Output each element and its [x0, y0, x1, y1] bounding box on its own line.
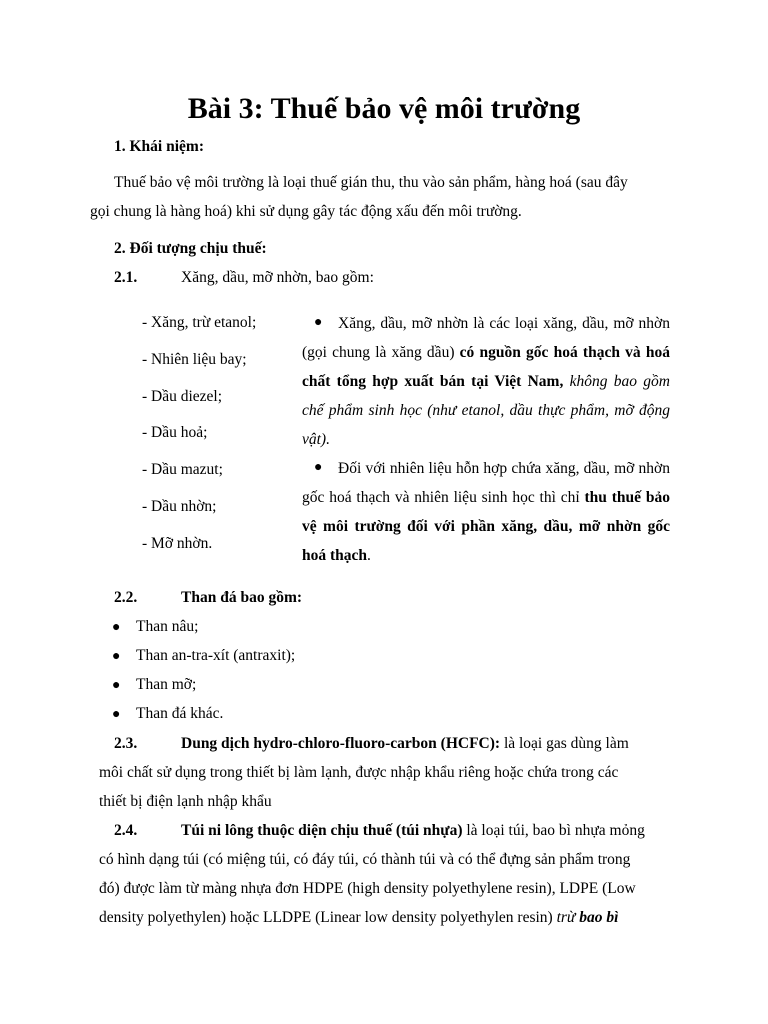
coal-item: Than nâu;: [136, 618, 199, 635]
list-item: - Mỡ nhờn.: [142, 534, 213, 552]
plastic-bag-materials: density polyethylen) hoặc LLDPE (Linear low density polyethylen resin): [99, 909, 557, 926]
section-2-3-line-1: [181, 735, 629, 753]
bullet-icon: ●: [112, 678, 121, 693]
bullet-icon: ●: [314, 315, 323, 330]
bullet-icon: ●: [112, 649, 121, 664]
section-2-4-line-1: [181, 822, 645, 840]
hcfc-term: Dung dịch hydro-chloro-fluoro-carbon (HCFC):: [181, 735, 501, 752]
bullet-icon: ●: [112, 620, 121, 635]
blended-fuel-text: Đối với nhiên liệu hỗn hợp chứa xăng, dầu, mỡ nhờn gốc hoá thạch và nhiên liệu sinh học thì chỉ: [302, 460, 670, 506]
coal-item: Than mỡ;: [136, 676, 197, 693]
list-item: - Dầu mazut;: [142, 461, 223, 479]
bullet-icon: ●: [314, 460, 323, 475]
section-2-1-number: 2.1.: [114, 269, 138, 286]
plastic-bag-exception-bold: bao bì: [579, 909, 619, 926]
bullet-icon: ●: [112, 707, 121, 722]
section-2-1-title: Xăng, dầu, mỡ nhờn, bao gồm:: [181, 269, 374, 286]
section-2-3-number: 2.3.: [114, 735, 138, 752]
definition-line-1: Thuế bảo vệ môi trường là loại thuế gián thu, thu vào sản phẩm, hàng hoá (sau đây: [114, 174, 628, 191]
coal-item: Than an-tra-xít (antraxit);: [136, 647, 296, 664]
list-item: - Xăng, trừ etanol;: [142, 314, 257, 331]
definition-line-2: gọi chung là hàng hoá) khi sử dụng gây tác động xấu đến môi trường.: [90, 203, 522, 220]
plastic-bag-text: là loại túi, bao bì nhựa mỏng: [462, 822, 645, 839]
list-item: - Dầu diezel;: [142, 387, 223, 405]
section-2-4-number: 2.4.: [114, 822, 138, 839]
list-item: - Dầu nhờn;: [142, 497, 217, 515]
fuel-type-list: [142, 313, 256, 571]
list-item: - Nhiên liệu bay;: [142, 350, 247, 368]
blended-fuel-end: .: [367, 547, 371, 564]
fuel-definition-bold: có nguồn gốc hoá thạch và hoá chất tổng hợp xuất bán tại Việt Nam,: [302, 344, 670, 390]
fuel-definition-paragraph: [302, 309, 670, 454]
section-2-4-line-2: có hình dạng túi (có miệng túi, có đáy túi, có thành túi và có thể đựng sản phẩm trong: [99, 851, 631, 868]
section-2-4-line-4: [99, 909, 618, 927]
section-2-2-number: 2.2.: [114, 589, 138, 606]
blended-fuel-bold: thu thuế bảo vệ môi trường đối với phần xăng, dầu, mỡ nhờn gốc hoá thạch: [302, 489, 670, 564]
fuel-definition-italic: không bao gồm chế phẩm sinh học (như etanol, dầu thực phẩm, mỡ động vật).: [302, 373, 670, 448]
section-2-3-line-2: môi chất sử dụng trong thiết bị làm lạnh, được nhập khẩu riêng hoặc chứa trong các: [99, 764, 619, 781]
section-2-3-line-3: thiết bị điện lạnh nhập khẩu: [99, 793, 272, 810]
plastic-bag-term: Túi ni lông thuộc diện chịu thuế (túi nhựa): [181, 822, 463, 839]
blended-fuel-paragraph: [302, 454, 670, 570]
coal-item: Than đá khác.: [136, 705, 224, 722]
list-item: - Dầu hoả;: [142, 424, 208, 442]
section-2-4-line-3: đó) được làm từ màng nhựa đơn HDPE (high density polyethylene resin), LDPE (Low: [99, 880, 636, 897]
hcfc-text: là loại gas dùng làm: [500, 735, 629, 752]
plastic-bag-exception: trừ: [556, 909, 580, 926]
section-1-heading: 1. Khái niệm:: [114, 138, 204, 155]
fuel-definition-text: Xăng, dầu, mỡ nhờn là các loại xăng, dầu, mỡ nhờn (gọi chung là xăng dầu): [302, 315, 670, 361]
section-2-heading: 2. Đối tượng chịu thuế:: [114, 240, 267, 257]
section-2-2-title: Than đá bao gồm:: [181, 589, 303, 606]
page-title: Bài 3: Thuế bảo vệ môi trường: [187, 92, 581, 125]
